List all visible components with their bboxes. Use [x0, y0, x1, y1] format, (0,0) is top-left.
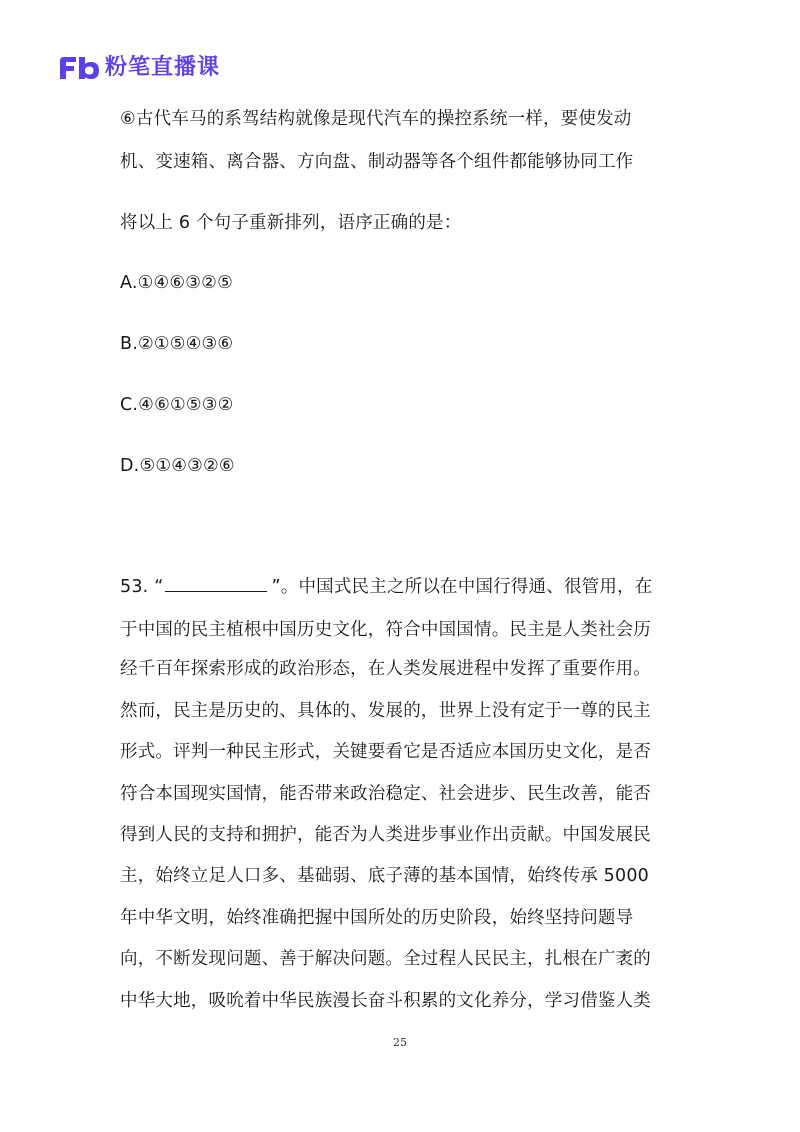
- question-number: 53.: [120, 577, 149, 597]
- question-53-line: 向，不断发现问题、善于解决问题。全过程人民民主，扎根在广袤的: [120, 949, 651, 969]
- question-53-first-line: [120, 575, 652, 599]
- sentence-6-line-2: 机、变速箱、离合器、方向盘、制动器等各个组件都能够协同工作: [120, 152, 634, 172]
- brand-logo: [57, 52, 220, 84]
- question-53-line: 于中国的民主植根中国历史文化，符合中国国情。民主是人类社会历: [120, 620, 651, 640]
- option-d: D.⑤①④③②⑥: [120, 456, 235, 476]
- page-number: 25: [393, 1036, 407, 1049]
- question-53-line: 中华大地，吸吮着中华民族漫长奋斗积累的文化养分，学习借鉴人类: [120, 991, 651, 1011]
- option-a: A.①④⑥③②⑤: [120, 273, 233, 293]
- question-53-line: 符合本国现实国情，能否带来政治稳定、社会进步、民生改善，能否: [120, 784, 651, 804]
- logo-text: 粉笔直播课: [105, 55, 221, 80]
- question-53-line: 年中华文明，始终准确把握中国所处的历史阶段，始终坚持问题导: [120, 908, 634, 928]
- open-quote: “: [154, 577, 164, 597]
- question-53-line: 得到人民的支持和拥护，能否为人类进步事业作出贡献。中国发展民: [120, 825, 651, 845]
- question-53-line: 经千百年探索形成的政治形态，在人类发展进程中发挥了重要作用。: [120, 659, 651, 679]
- question-53-line: 形式。评判一种民主形式，关键要看它是否适应本国历史文化，是否: [120, 742, 651, 762]
- option-b: B.②①⑤④③⑥: [120, 334, 234, 354]
- option-c: C.④⑥①⑤③②: [120, 395, 234, 415]
- question-53-line: 主，始终立足人口多、基础弱、底子薄的基本国情，始终传承 5000: [120, 866, 649, 886]
- answer-blank: [165, 575, 267, 592]
- question-53-line: 然而，民主是历史的、具体的、发展的，世界上没有定于一尊的民主: [120, 701, 651, 721]
- sentence-6-line-1: ⑥古代车马的系驾结构就像是现代汽车的操控系统一样，要使发动: [120, 109, 632, 129]
- fb-logo-icon: [57, 53, 103, 83]
- question-prompt: 将以上 6 个句子重新排列，语序正确的是：: [120, 213, 462, 233]
- question-53-intro: ”。中国式民主之所以在中国行得通、很管用，在: [271, 577, 653, 597]
